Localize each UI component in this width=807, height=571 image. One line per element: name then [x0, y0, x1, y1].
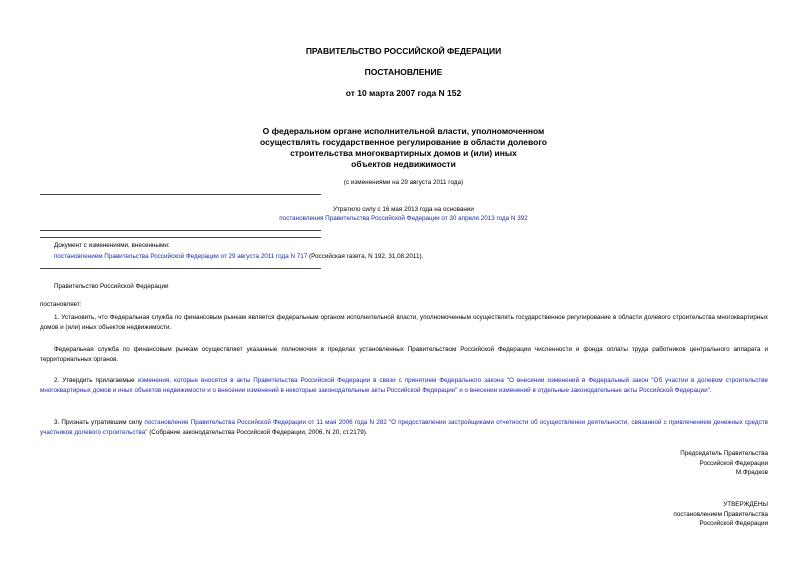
- document-type: ПОСТАНОВЛЕНИЕ: [364, 67, 443, 77]
- approved-by: постановлением Правительства: [673, 510, 768, 518]
- government-heading: ПРАВИТЕЛЬСТВО РОССИЙСКОЙ ФЕДЕРАЦИИ: [305, 46, 502, 56]
- resolves: постановляет:: [40, 301, 82, 308]
- divider-2: [40, 230, 321, 231]
- signature-org: Российской Федерации: [699, 459, 768, 467]
- signature-title: Председатель Правительства: [680, 450, 768, 457]
- title-line-3: строительства многоквартирных домов и (или) иных: [290, 148, 517, 158]
- approved-label: УТВЕРЖДЕНЫ: [723, 501, 768, 508]
- title-line-1: О федеральном органе исполнительной власти, уполномоченном: [262, 126, 545, 136]
- amendments-link[interactable]: постановлением Правительства Российской Федерации от 29 августа 2011 года N 717: [54, 253, 308, 260]
- paragraph-1: 1. Установить, что Федеральная служба по финансовым рынкам является федеральным органом исполнительной власти, уполномоченным осуществлять государственное регулирование в области долевого строительства многоквартирных домов и (или) иных объектов недвижимости.: [40, 314, 768, 331]
- divider-3: [40, 237, 321, 238]
- title-line-4: объектов недвижимости: [351, 159, 456, 169]
- amendments-line: [54, 252, 423, 261]
- amendments-source: (Российская газета, N 192, 31.08.2011).: [307, 253, 424, 260]
- paragraph-2-end: .: [709, 386, 712, 394]
- approved-org: Российской Федерации: [699, 520, 768, 527]
- paragraph-3-end: (Собрание законодательства Российской Федерации, 2006, N 20, ст.2179).: [147, 428, 368, 436]
- expired-basis-link[interactable]: постановления Правительства Российской Федерации от 30 апреля 2013 года N 392: [279, 215, 528, 222]
- changes-note: (с изменениями на 29 августа 2011 года): [343, 179, 464, 186]
- paragraph-3-start: 3. Признать утратившим силу: [54, 419, 145, 426]
- paragraph-3: [40, 418, 768, 437]
- amendments-label: Документ с изменениями, внесенными:: [54, 242, 170, 249]
- paragraph-2-link[interactable]: изменения, которые вносятся в акты Правительства Российской Федерации в связи с принятием Федерального закона "О внесении изменений в Федеральный закон "Об участии в долевом строительстве многоквартирных домов и иных объектов недвижимости и о внесении изменений в некоторые законодательные акты Российской Федерации" и о внесении изменений в отдельные законодательные акты Российской Федерации": [40, 377, 769, 394]
- document-date-number: от 10 марта 2007 года N 152: [345, 88, 462, 98]
- paragraph-2: [40, 376, 768, 395]
- expired-text: Утратило силу с 16 мая 2013 года на основании: [333, 206, 474, 213]
- signature-block: [680, 449, 768, 478]
- paragraph-2-start: 2. Утвердить прилагаемые: [54, 377, 138, 384]
- approved-block: [673, 500, 768, 529]
- divider-4: [40, 268, 321, 269]
- paragraph-3-link[interactable]: постановление Правительства Российской Федерации от 11 мая 2006 года N 282 "О предоставлении застройщиками отчетности об осуществлении деятельности, связанной с привлечением денежных средств участников долевого строительства": [40, 419, 768, 436]
- title-line-2: осуществлять государственное регулирование в области долевого: [260, 137, 547, 147]
- signature-name: М.Фрадков: [735, 469, 768, 476]
- issuer: Правительство Российской Федерации: [54, 283, 169, 290]
- divider-1: [40, 194, 321, 195]
- paragraph-1b: Федеральная служба по финансовым рынкам осуществляет указанные полномочия в пределах установленных Правительством Российской Федерации численности и фонда оплаты труда работников центрального аппарата и территориальных органов.: [40, 346, 768, 363]
- document-title: [0, 126, 807, 170]
